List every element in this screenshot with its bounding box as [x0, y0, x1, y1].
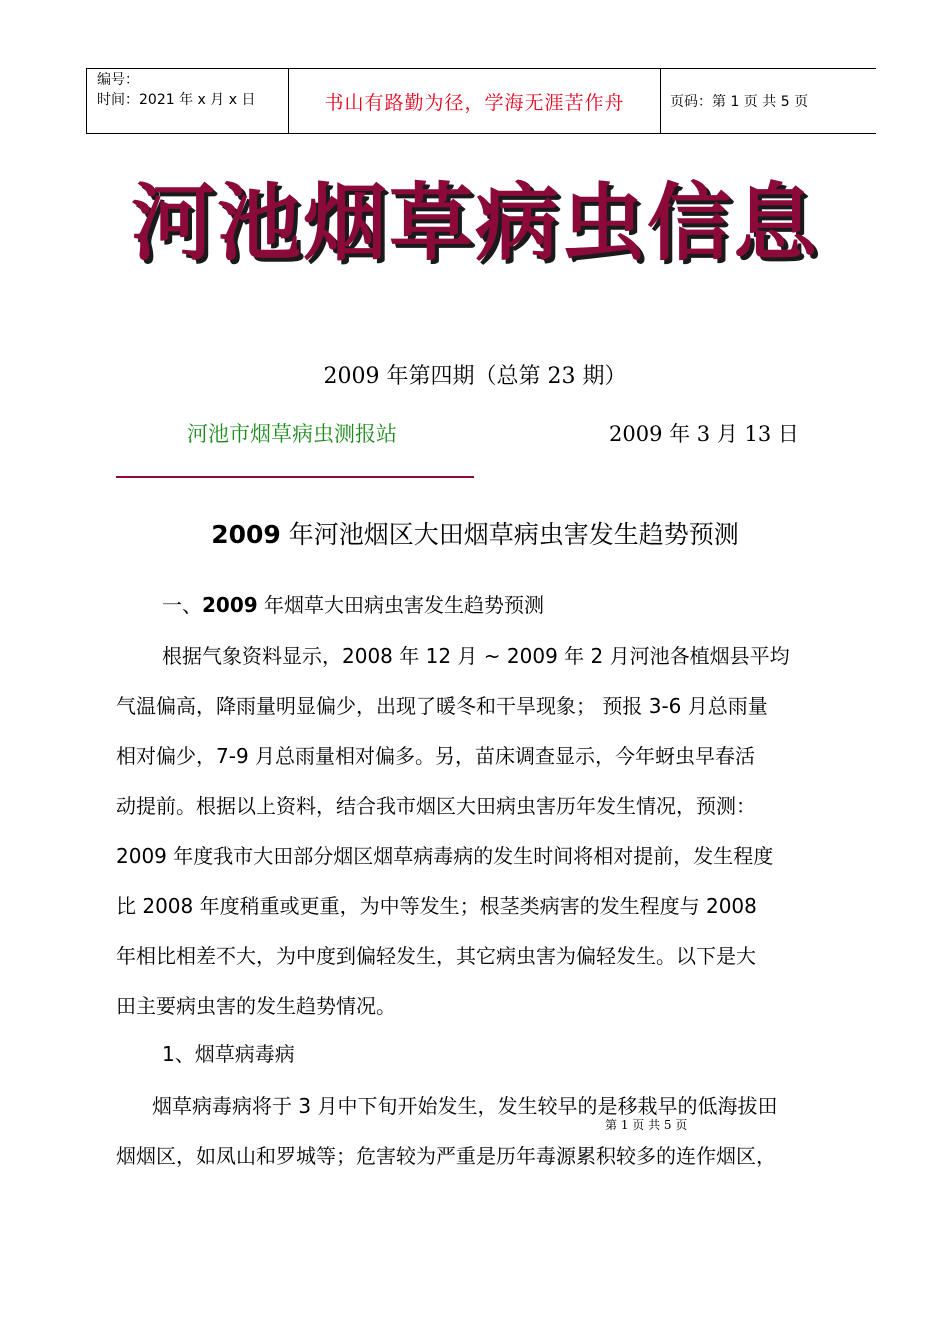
paragraph-line: 动提前。根据以上资料，结合我市烟区大田病虫害历年发生情况，预测： [116, 794, 756, 818]
article-title-year: 2009 [211, 520, 281, 549]
paragraph-line: 根据气象资料显示，2008 年 12 月 ~ 2009 年 2 月河池各植烟县平均 [162, 644, 790, 668]
number-label: 编号： [97, 72, 139, 88]
header-motto-cell [289, 69, 661, 133]
section-heading [162, 590, 544, 620]
article-title [0, 518, 950, 552]
paragraph-line: 气温偏高，降雨量明显偏少，出现了暖冬和干旱现象； 预报 3-6 月总雨量 [116, 694, 768, 718]
paragraph-2 [116, 1088, 851, 1188]
time-label: 时间：2021 年 x 月 x 日 [97, 92, 256, 108]
masthead-title: 河池烟草病虫信息 [130, 174, 819, 272]
section-year: 2009 [202, 593, 258, 617]
divider-rule [116, 476, 474, 478]
paragraph-line: 2009 年度我市大田部分烟区烟草病毒病的发生时间将相对提前，发生程度 [116, 844, 774, 868]
issue-date: 2009 年 3 月 13 日 [609, 422, 799, 446]
paragraph-line: 烟烟区，如凤山和罗城等；危害较为严重是历年毒源累积较多的连作烟区， [116, 1144, 776, 1168]
paragraph-line: 田主要病虫害的发生趋势情况。 [116, 994, 396, 1018]
footer-page-number: 第 1 页 共 5 页 [605, 1118, 688, 1132]
header-meta-cell [87, 69, 289, 133]
paragraph-line: 比 2008 年度稍重或更重，为中等发生；根茎类病害的发生程度与 2008 [116, 894, 757, 918]
paragraph-line: 年相比相差不大，为中度到偏轻发生，其它病虫害为偏轻发生。以下是大 [116, 944, 756, 968]
station-name: 河池市烟草病虫测报站 [187, 422, 397, 446]
paragraph-line: 相对偏少，7-9 月总雨量相对偏多。另，苗床调查显示，今年蚜虫早春活 [116, 744, 756, 768]
header-page-cell [661, 69, 876, 133]
page-code: 页码：第 1 页 共 5 页 [670, 94, 809, 110]
article-title-text: 年河池烟区大田烟草病虫害发生趋势预测 [280, 520, 739, 549]
section-text: 年烟草大田病虫害发生趋势预测 [257, 593, 545, 617]
paragraph-1 [116, 638, 851, 1038]
issue-number: 2009 年第四期（总第 23 期） [323, 364, 627, 389]
section-prefix: 一、 [162, 593, 202, 617]
header-table [86, 68, 876, 134]
paragraph-line: 烟草病毒病将于 3 月中下旬开始发生，发生较早的是移栽早的低海拔田 [152, 1094, 778, 1118]
subsection-heading: 1、烟草病毒病 [162, 1042, 295, 1066]
motto-text: 书山有路勤为径，学海无涯苦作舟 [324, 91, 625, 114]
